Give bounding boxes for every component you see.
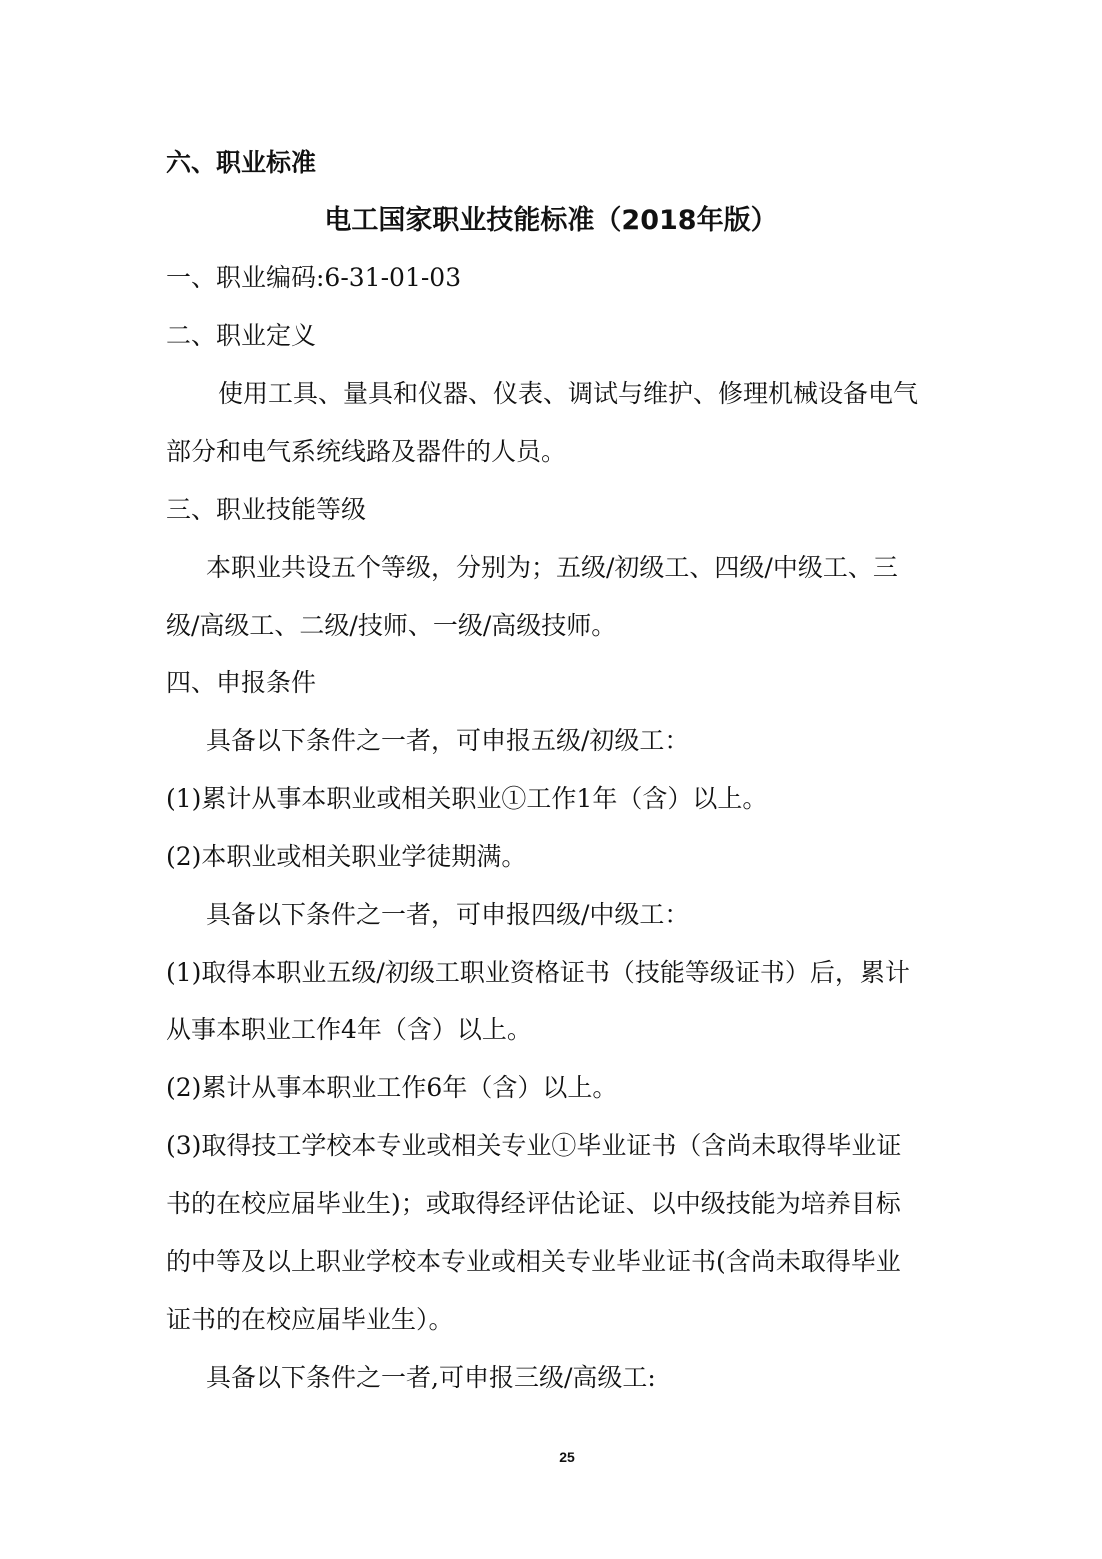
skill-levels-heading: 三、职业技能等级	[166, 495, 367, 524]
occupation-code: 一、职业编码:6-31-01-03	[166, 263, 462, 292]
condition-item: (1)取得本职业五级/初级工职业资格证书（技能等级证书）后，累计	[166, 958, 910, 987]
condition-item: 证书的在校应届毕业生）。	[166, 1305, 454, 1334]
definition-line: 部分和电气系统线路及器件的人员。	[166, 437, 567, 466]
condition-item: 从事本职业工作4年（含）以上。	[166, 1015, 532, 1044]
condition-item: (2)本职业或相关职业学徒期满。	[166, 842, 527, 871]
page-number: 25	[559, 1449, 575, 1465]
level5-intro: 具备以下条件之一者，可申报五级/初级工：	[206, 726, 690, 755]
section-heading: 六、职业标准	[166, 148, 317, 177]
levels-line: 级/高级工、二级/技师、一级/高级技师。	[166, 611, 617, 640]
condition-item: (3)取得技工学校本专业或相关专业①毕业证书（含尚未取得毕业证	[166, 1131, 902, 1160]
level3-intro: 具备以下条件之一者,可申报三级/高级工:	[206, 1363, 656, 1392]
levels-line: 本职业共设五个等级，分别为；五级/初级工、四级/中级工、三	[206, 553, 898, 582]
definition-line: 使用工具、量具和仪器、仪表、调试与维护、修理机械设备电气	[218, 379, 919, 408]
level4-intro: 具备以下条件之一者，可申报四级/中级工：	[206, 900, 690, 929]
condition-item: (2)累计从事本职业工作6年（含）以上。	[166, 1073, 618, 1102]
document-title: 电工国家职业技能标准（2018年版）	[324, 205, 778, 236]
condition-item: 书的在校应届毕业生)；或取得经评估论证、以中级技能为培养目标	[166, 1189, 901, 1218]
occupation-definition-heading: 二、职业定义	[166, 321, 317, 350]
condition-item: 的中等及以上职业学校本专业或相关专业毕业证书(含尚未取得毕业	[166, 1247, 901, 1276]
application-conditions-heading: 四、申报条件	[166, 668, 317, 697]
condition-item: (1)累计从事本职业或相关职业①工作1年（含）以上。	[166, 784, 768, 813]
